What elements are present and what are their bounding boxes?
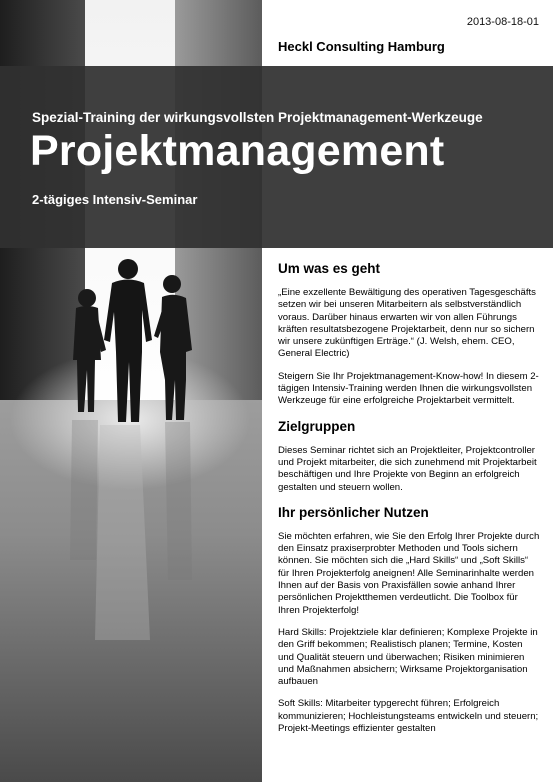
- company-name: Heckl Consulting Hamburg: [278, 39, 445, 54]
- target-groups-paragraph: Dieses Seminar richtet sich an Projektleiter, Projektcontroller und Projekt mitarbeiter, die sich zunehmend mit Projektarbeit beschäftigen und Ihre Projekte von Beginn an erfolgreich gestalten und steuern wollen.: [278, 444, 537, 493]
- quote-paragraph: „Eine exzellente Bewältigung des operativen Tagesgeschäfts setzen wir bei unseren Mitarbeitern als selbstverständlich voraus. Darüber hinaus erwarten wir von allen Führungs kräften resultatsbezogene Projektarbeit, denn nur so sichern wir unsere zukünftigen Erträge.“ (J. Welsh, ehem. CEO, General Electric): [278, 287, 536, 360]
- section-overview: [278, 260, 540, 408]
- header-subtitle: Spezial-Training der wirkungsvollsten Projektmanagement-Werkzeuge: [32, 110, 483, 125]
- benefits-paragraph: Sie möchten erfahren, wie Sie den Erfolg Ihrer Projekte durch den Einsatz praxiserprobter Methoden und Tools sichern können. Sie möchten sich die „Hard Skills“ und „Soft Skills“ für Ihren Projekterfolg aneignen! Alle Seminarinhalte werden Ihnen auf der Basis von Praxisfällen sowie anhand Ihrer persönlichen Projektthemen verdeutlicht. Die Toolbox für Ihren Projekterfolg!: [278, 530, 540, 616]
- soft-skills-paragraph: Soft Skills: Mitarbeiter typgerecht führen; Erfolgreich kommunizieren; Hochleistungsteams entwickeln und steuern; Projekt-Meetings effizienter gestalten: [278, 698, 539, 735]
- intro-paragraph: Steigern Sie Ihr Projektmanagement-Know-how! In diesem 2-tägigen Intensiv-Training werden Ihnen die wirkungsvollsten Werkzeuge für eine erfolgreiche Projektarbeit vermittelt.: [278, 370, 539, 407]
- section-target-groups: [278, 418, 540, 494]
- section-heading: Zielgruppen: [278, 418, 356, 434]
- content-column: [278, 260, 540, 745]
- header-tagline: 2-tägiges Intensiv-Seminar: [32, 192, 198, 207]
- section-heading: Ihr persönlicher Nutzen: [278, 504, 429, 520]
- document-date: 2013-08-18-01: [466, 16, 539, 28]
- header-title: Projektmanagement: [30, 127, 445, 175]
- section-benefits: [278, 504, 540, 735]
- hard-skills-paragraph: Hard Skills: Projektziele klar definieren; Komplexe Projekte in den Griff bekommen; Realistisch planen; Termine, Kosten und Qualität steuern und überwachen; Risiken minimieren und Maßnahmen absichern; Wirksame Projektorganisation aufbauen: [278, 626, 538, 688]
- section-heading: Um was es geht: [278, 261, 381, 276]
